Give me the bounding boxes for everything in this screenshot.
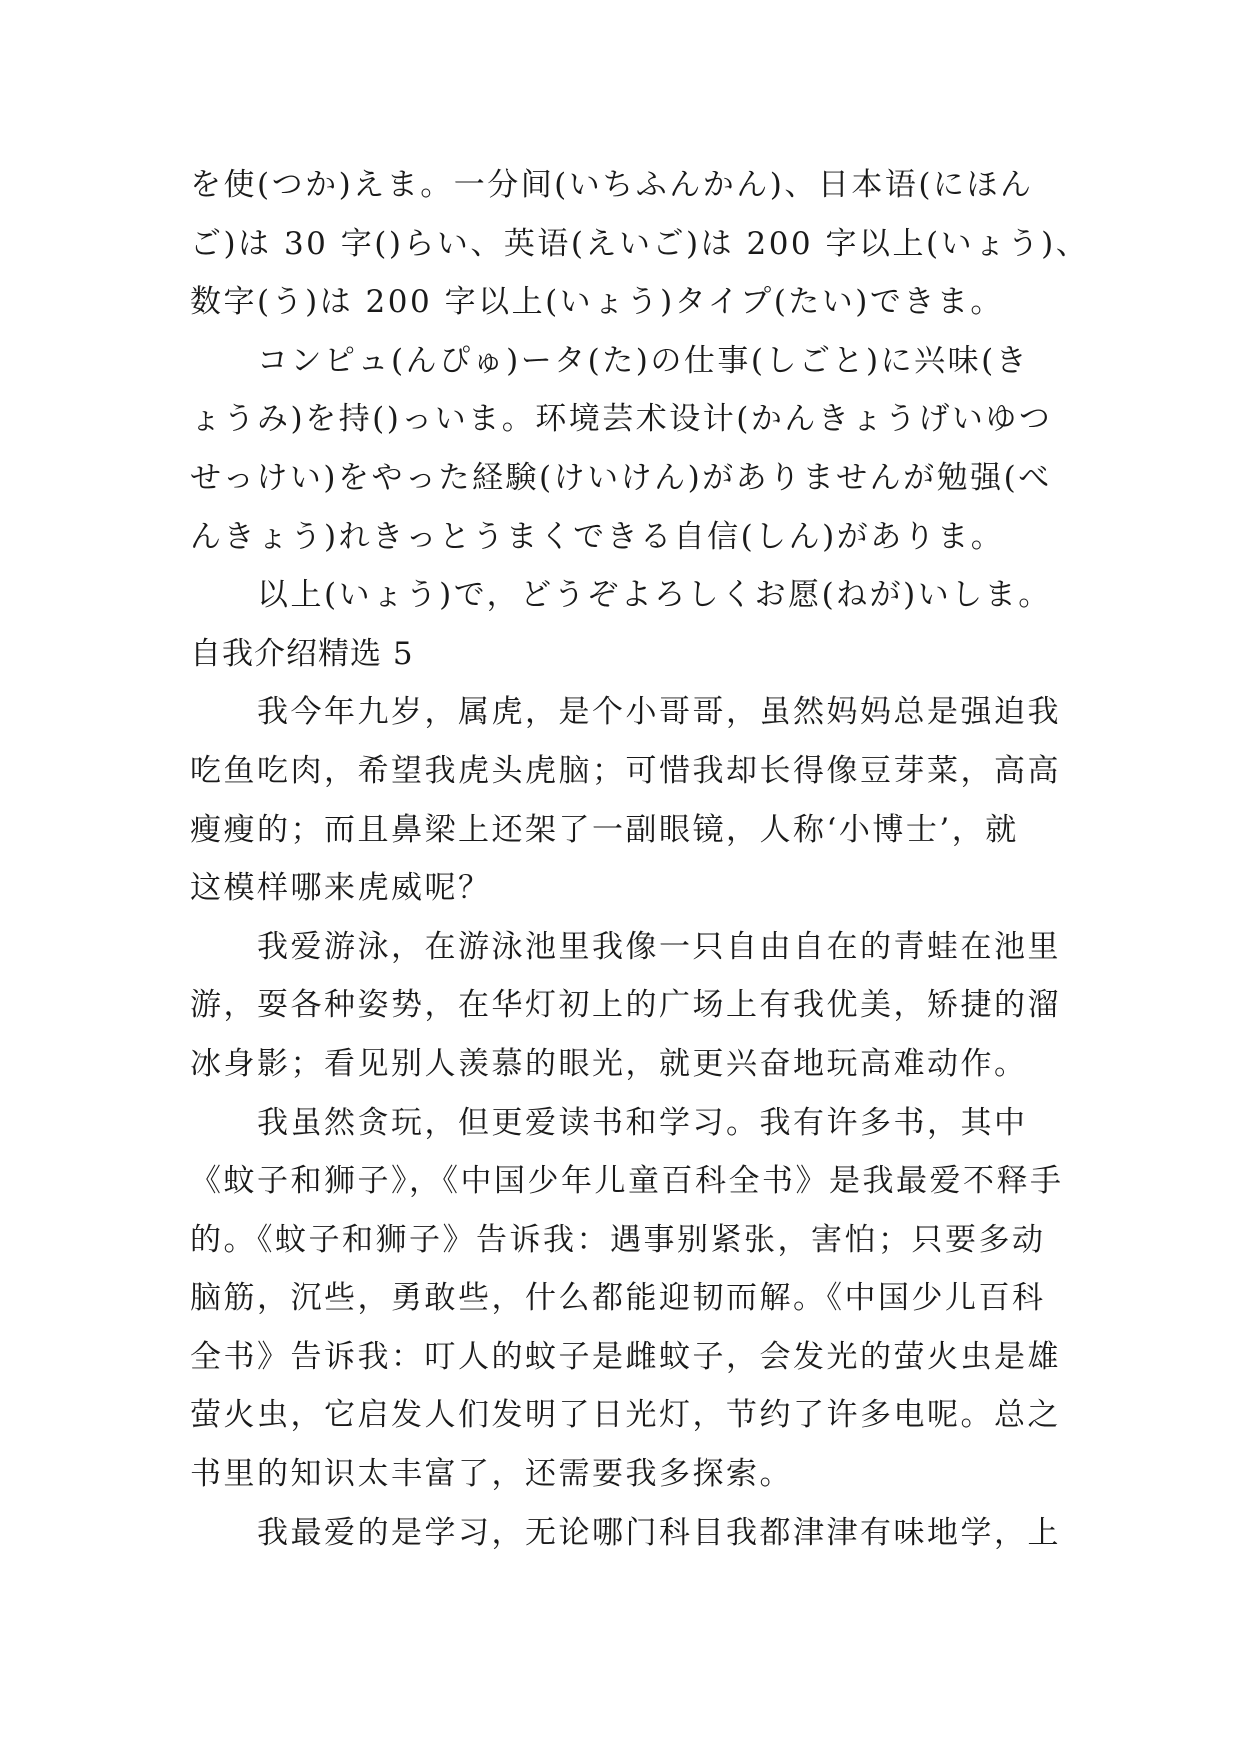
text-line: を使(つか)えま。一分间(いちふんかん)、日本语(にほん (190, 167, 1034, 203)
text-line: 以上(いょう)で，どうぞよろしくお愿(ねが)いしま。 (190, 577, 1052, 614)
text-line: 的。《蚊子和狮子》告诉我：遇事别紧张，害怕；只要多动 (190, 1221, 1046, 1258)
text-line: コンピュ(んぴゅ)ータ(た)の仕事(しごと)に兴味(き (190, 342, 1030, 379)
text-line: ょうみ)を持()っいま。环境芸术设计(かんきょうげいゆつ (190, 401, 1053, 438)
text-line: 我虽然贪玩，但更爱读书和学习。我有许多书，其中 (190, 1104, 1028, 1141)
text-line: 脑筋，沉些，勇敢些，什么都能迎韧而解。《中国少儿百科 (190, 1280, 1046, 1317)
text-line: 书里的知识太丰富了，还需要我多探索。 (190, 1456, 793, 1493)
text-line: ご)は 30 字()らい、英语(えいご)は 200 字以上(いょう)、 (190, 225, 1090, 262)
text-line: 这模样哪来虎威呢？ (190, 870, 492, 907)
text-line: 吃鱼吃肉，希望我虎头虎脑；可惜我却长得像豆芽菜，高高 (190, 752, 1061, 789)
text-line: 游，耍各种姿势，在华灯初上的广场上有我优美，矫捷的溜 (190, 987, 1061, 1024)
text-line: 瘦瘦的；而且鼻梁上还架了一副眼镜，人称‘小博士’，就 (190, 811, 1019, 848)
text-line: 冰身影；看见别人羡慕的眼光，就更兴奋地玩高难动作。 (190, 1045, 1028, 1082)
section-heading: 自我介绍精选 5 (190, 635, 414, 672)
text-line: んきょう)れきっとうまくできる自信(しん)がありま。 (190, 518, 1005, 555)
text-line: 《蚊子和狮子》，《中国少年儿童百科全书》是我最爱不释手 (190, 1163, 1064, 1200)
text-line: せっけい)をやった経験(けいけん)がありませんが勉强(べ (190, 459, 1052, 496)
text-line: 我爱游泳，在游泳池里我像一只自由自在的青蛙在池里 (190, 928, 1061, 965)
text-line: 数字(う)は 200 字以上(いょう)タイプ(たい)できま。 (190, 284, 1004, 321)
text-line: 全书》告诉我：叮人的蚊子是雌蚊子，会发光的萤火虫是雄 (190, 1338, 1061, 1375)
text-line: 萤火虫，它启发人们发明了日光灯，节约了许多电呢。总之 (190, 1397, 1061, 1434)
text-line: 我今年九岁，属虎，是个小哥哥，虽然妈妈总是强迫我 (190, 694, 1061, 731)
text-line: 我最爱的是学习，无论哪门科目我都津津有味地学，上 (190, 1514, 1061, 1551)
document-body (190, 156, 1090, 1562)
